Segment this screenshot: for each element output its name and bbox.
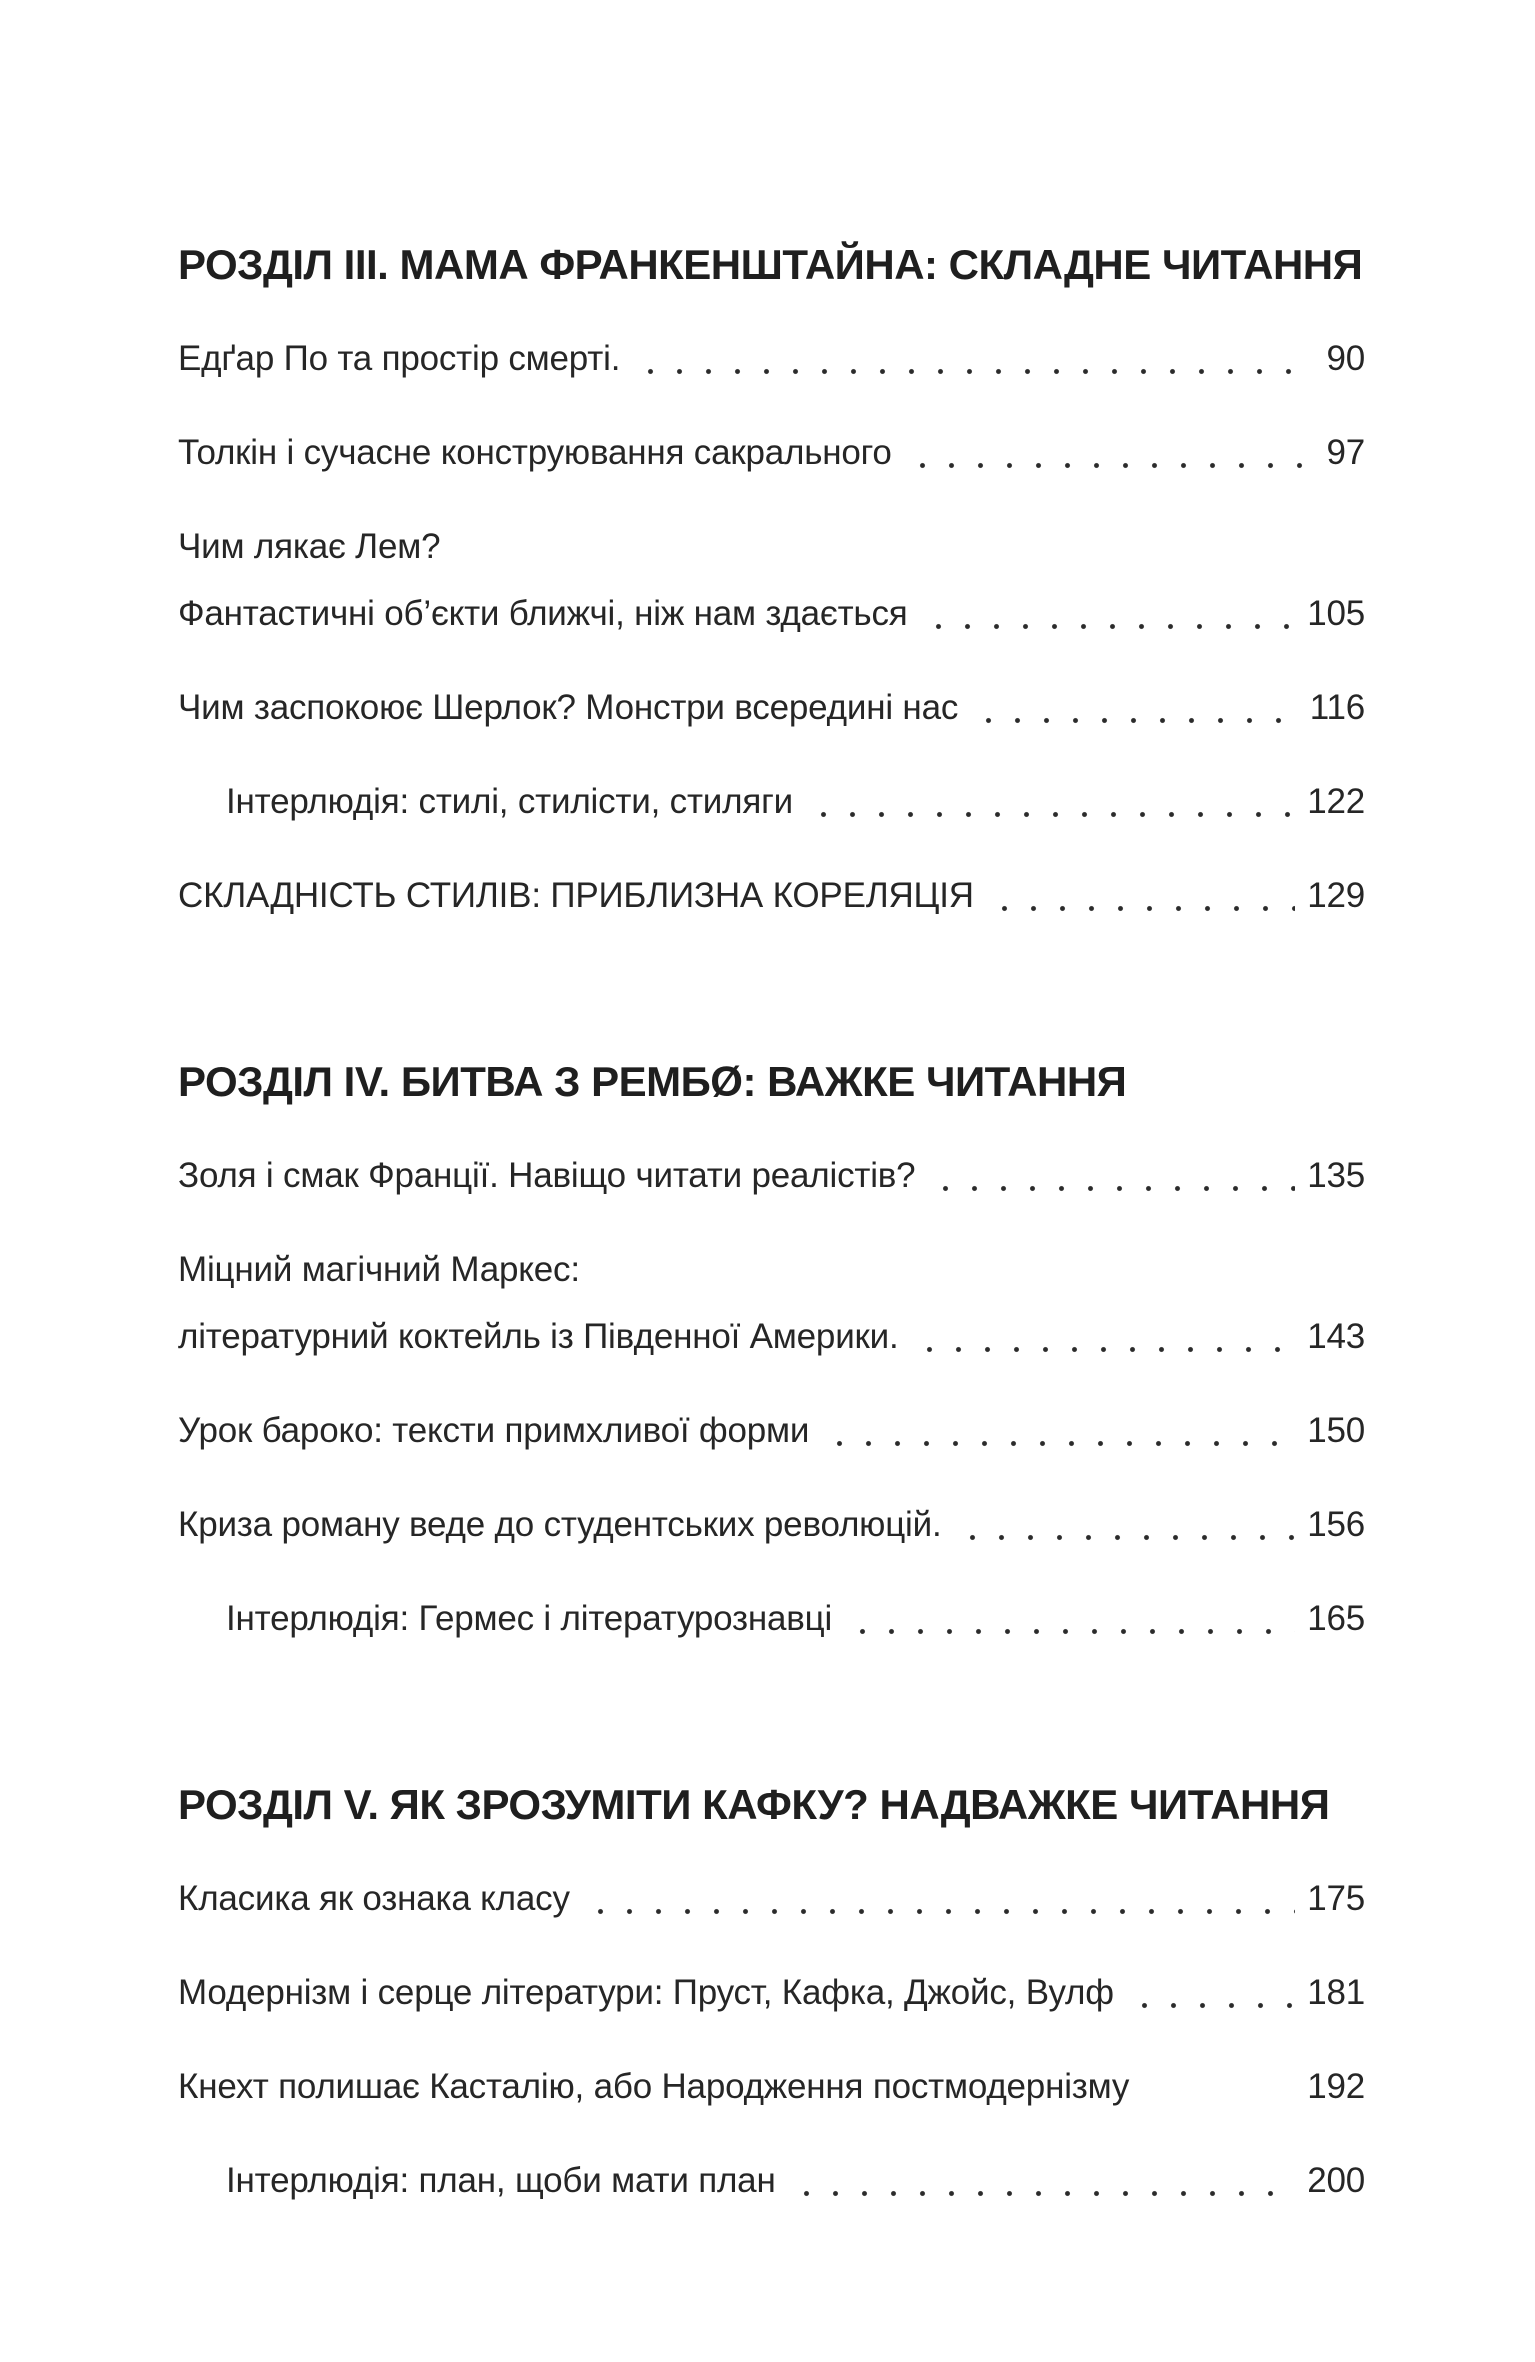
page-number: 129 [1307, 876, 1365, 915]
toc-section [178, 237, 1365, 920]
page-number: 192 [1307, 2067, 1365, 2106]
page-number: 135 [1307, 1156, 1365, 1195]
page-number: 150 [1307, 1411, 1365, 1450]
toc-entry-line [178, 778, 1365, 826]
dot-leader [1122, 1969, 1295, 2017]
dot-leader [916, 590, 1296, 638]
toc-entry-line [178, 1875, 1365, 1923]
dot-leader [966, 684, 1298, 732]
entry-text: Золя і смак Франції. Навіщо читати реалістів? [178, 1156, 916, 1195]
blank-leader [1137, 2063, 1295, 2111]
toc-entry-line [178, 1407, 1365, 1455]
page-number: 116 [1309, 688, 1365, 727]
toc-entry-line [178, 590, 1365, 638]
dot-leader [982, 872, 1295, 920]
toc-entry-line [178, 1246, 1365, 1294]
entry-text: Едґар По та простір смерті. [178, 339, 621, 378]
dot-leader [784, 2157, 1296, 2205]
entry-text: Урок бароко: тексти примхливої форми [178, 1411, 810, 1450]
dot-leader [900, 429, 1315, 477]
toc-entry-line [178, 1595, 1365, 1643]
page-number: 156 [1307, 1505, 1365, 1544]
toc-entry-line [178, 1501, 1365, 1549]
toc-entry-line [178, 684, 1365, 732]
entry-text: Чим лякає Лем? [178, 527, 441, 566]
dot-leader [578, 1875, 1295, 1923]
entry-text: Фантастичні об’єкти ближчі, ніж нам здається [178, 594, 908, 633]
toc-entry-line [178, 1152, 1365, 1200]
toc-section [178, 1054, 1365, 1643]
page-number: 175 [1307, 1879, 1365, 1918]
toc-entry-line [178, 872, 1365, 920]
entry-text: Інтерлюдія: план, щоби мати план [226, 2161, 776, 2200]
dot-leader [801, 778, 1295, 826]
toc-section [178, 1777, 1365, 2205]
page-number: 90 [1326, 339, 1365, 378]
section-heading: РОЗДІЛ V. ЯК ЗРОЗУМІТИ КАФКУ? НАДВАЖКЕ ЧИТАННЯ [178, 1781, 1330, 1828]
dot-leader [628, 335, 1314, 383]
entry-text: Інтерлюдія: Гермес і літературознавці [226, 1599, 833, 1638]
entry-text: Кнехт полишає Касталію, або Народження постмодернізму [178, 2067, 1130, 2106]
page-number: 143 [1307, 1317, 1365, 1356]
toc-entry-line [178, 2063, 1365, 2111]
page-number: 181 [1307, 1973, 1365, 2012]
toc-entry-line [178, 429, 1365, 477]
entry-text: Інтерлюдія: стилі, стилісти, стиляги [226, 782, 794, 821]
page-number: 200 [1307, 2161, 1365, 2200]
entry-text: Криза роману веде до студентських революцій. [178, 1505, 942, 1544]
section-heading: РОЗДІЛ IV. БИТВА З РЕМБØ: ВАЖКЕ ЧИТАННЯ [178, 1058, 1127, 1105]
entry-text: Класика як ознака класу [178, 1879, 570, 1918]
toc-entry-line [178, 2157, 1365, 2205]
section-heading: РОЗДІЛ III. МАМА ФРАНКЕНШТАЙНА: СКЛАДНЕ ЧИТАННЯ [178, 241, 1363, 288]
entry-text: літературний коктейль із Південної Америки. [178, 1317, 899, 1356]
page-number: 97 [1326, 433, 1365, 472]
dot-leader [840, 1595, 1295, 1643]
toc-entry-line [178, 1969, 1365, 2017]
toc-entry-line [178, 335, 1365, 383]
page-number: 165 [1307, 1599, 1365, 1638]
page-number: 105 [1307, 594, 1365, 633]
dot-leader [907, 1313, 1296, 1361]
entry-text: СКЛАДНІСТЬ СТИЛІВ: ПРИБЛИЗНА КОРЕЛЯЦІЯ [178, 876, 974, 915]
toc-entry-line [178, 1313, 1365, 1361]
entry-text: Чим заспокоює Шерлок? Монстри всередині нас [178, 688, 959, 727]
entry-text: Модернізм і серце літератури: Пруст, Кафка, Джойс, Вулф [178, 1973, 1114, 2012]
toc-entry-line [178, 523, 1365, 571]
page-number: 122 [1307, 782, 1365, 821]
dot-leader [923, 1152, 1295, 1200]
entry-text: Міцний магічний Маркес: [178, 1250, 580, 1289]
entry-text: Толкін і сучасне конструювання сакрального [178, 433, 892, 472]
dot-leader [817, 1407, 1295, 1455]
dot-leader [950, 1501, 1296, 1549]
